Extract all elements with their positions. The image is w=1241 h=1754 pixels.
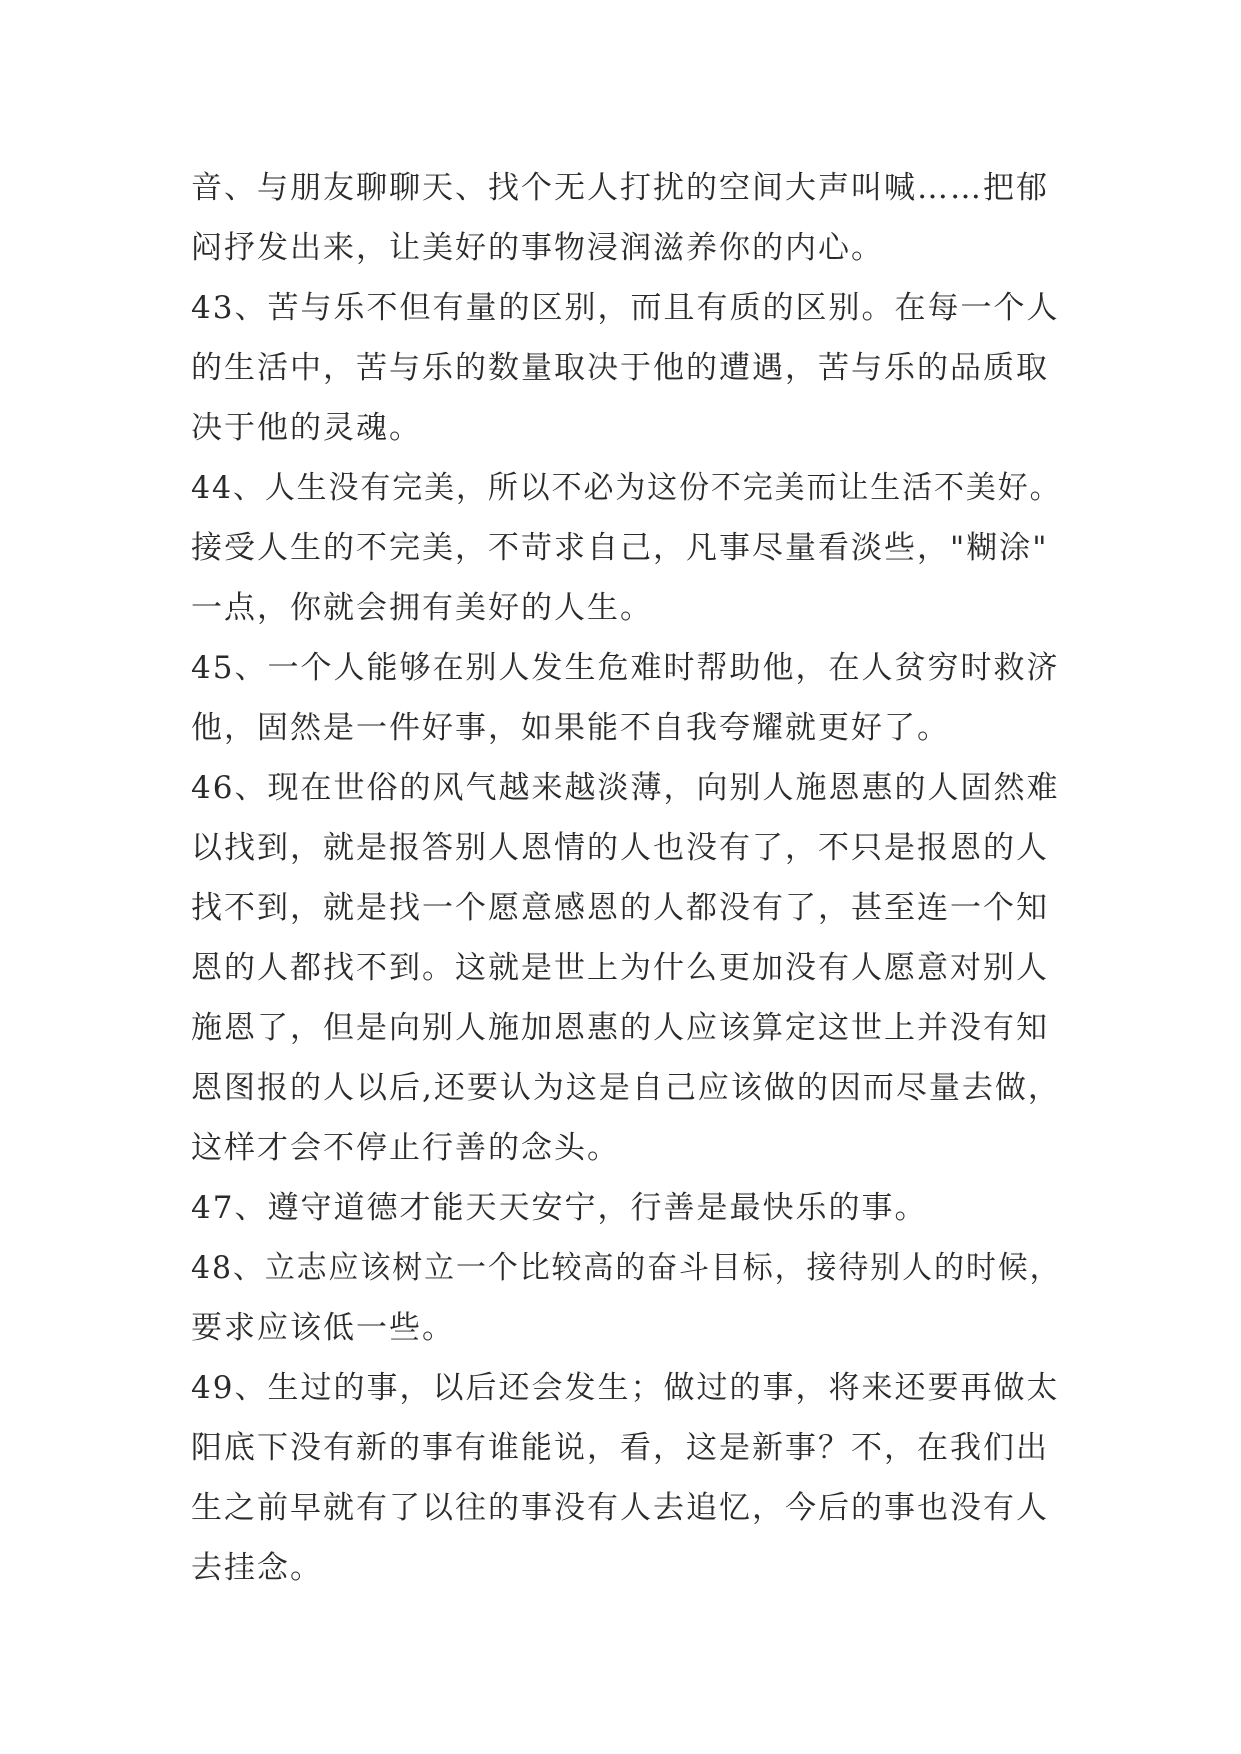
text-line: 46、现在世俗的风气越来越淡薄，向别人施恩惠的人固然难	[191, 770, 1060, 806]
text-line: 找不到，就是找一个愿意感恩的人都没有了，甚至连一个知	[191, 890, 1049, 926]
text-line: 这样才会不停止行善的念头。	[191, 1130, 620, 1166]
text-line: 去挂念。	[191, 1550, 323, 1586]
text-line: 47、遵守道德才能天天安宁，行善是最快乐的事。	[191, 1190, 928, 1226]
text-line: 恩的人都找不到。这就是世上为什么更加没有人愿意对别人	[191, 950, 1049, 986]
text-line: 45、一个人能够在别人发生危难时帮助他，在人贫穷时救济	[191, 650, 1060, 686]
document-body	[191, 158, 1061, 1598]
text-line: 要求应该低一些。	[191, 1310, 455, 1346]
text-line: 接受人生的不完美，不苛求自己，凡事尽量看淡些，"糊涂"	[191, 530, 1049, 566]
text-line: 48、立志应该树立一个比较高的奋斗目标，接待别人的时候，	[191, 1250, 1062, 1286]
text-line: 音、与朋友聊聊天、找个无人打扰的空间大声叫喊……把郁	[191, 170, 1049, 206]
text-line: 闷抒发出来，让美好的事物浸润滋养你的内心。	[191, 230, 884, 266]
text-line: 的生活中，苦与乐的数量取决于他的遭遇，苦与乐的品质取	[191, 350, 1049, 386]
text-line: 阳底下没有新的事有谁能说，看，这是新事？不，在我们出	[191, 1430, 1049, 1466]
text-line: 一点，你就会拥有美好的人生。	[191, 590, 653, 626]
text-line: 49、生过的事，以后还会发生；做过的事，将来还要再做太	[191, 1370, 1060, 1406]
text-line: 以找到，就是报答别人恩情的人也没有了，不只是报恩的人	[191, 830, 1049, 866]
text-line: 决于他的灵魂。	[191, 410, 422, 446]
text-line: 44、人生没有完美，所以不必为这份不完美而让生活不美好。	[191, 470, 1062, 506]
text-line: 施恩了，但是向别人施加恩惠的人应该算定这世上并没有知	[191, 1010, 1049, 1046]
text-line: 生之前早就有了以往的事没有人去追忆，今后的事也没有人	[191, 1490, 1049, 1526]
text-line: 他，固然是一件好事，如果能不自我夸耀就更好了。	[191, 710, 950, 746]
text-line: 43、苦与乐不但有量的区别，而且有质的区别。在每一个人	[191, 290, 1060, 326]
text-line: 恩图报的人以后,还要认为这是自己应该做的因而尽量去做，	[191, 1070, 1061, 1106]
